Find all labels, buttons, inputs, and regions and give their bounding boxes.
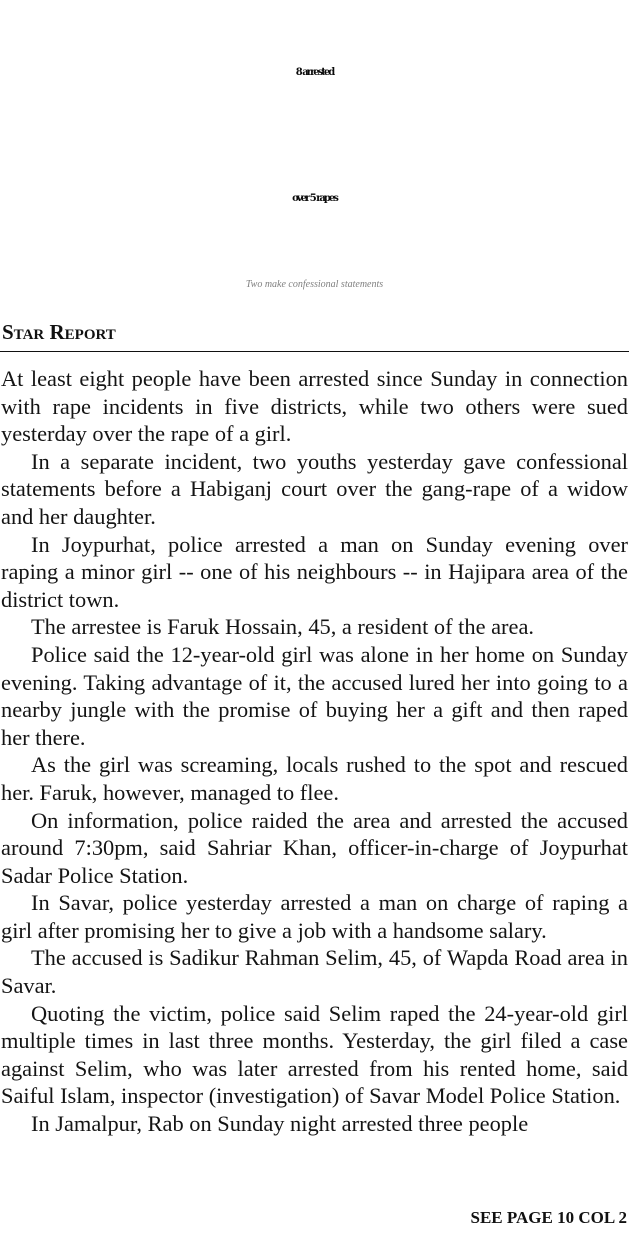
byline-divider <box>0 351 629 352</box>
paragraph-7: On information, police raided the area and arrested the accused around 7:30pm, said Sahriar Khan, officer-in-charge of Joypurhat Sadar Police Station. <box>1 807 628 888</box>
paragraph-1: At least eight people have been arrested since Sunday in connection with rape incidents in five districts, while two others were sued yesterday over the rape of a girl. <box>1 366 628 447</box>
headline-line-1: 8 arrested <box>295 67 334 78</box>
paragraph-10: Quoting the victim, police said Selim raped the 24-year-old girl multiple times in last three months. Yesterday, the girl filed a case against Selim, who was later arrested from his rented home, said Saiful Islam, inspector (investigation) of Savar Model Police Station. <box>1 1000 628 1109</box>
paragraph-2: In a separate incident, two youths yesterday gave confessional statements before a Habiganj court over the gang-rape of a widow and her daughter. <box>1 448 628 529</box>
paragraph-5: Police said the 12-year-old girl was alone in her home on Sunday evening. Taking advantage of it, the accused lured her into going to a nearby jungle with the promise of buying her a gift and then raped her there. <box>1 641 628 750</box>
paragraph-11: In Jamalpur, Rab on Sunday night arrested three people <box>31 1111 529 1137</box>
paragraph-3: In Joypurhat, police arrested a man on Sunday evening over raping a minor girl -- one of his neighbours -- in Hajipara area of the district town. <box>1 531 628 612</box>
subheadline: Two make confessional statements <box>245 279 384 290</box>
headline-line-2: over 5 rapes <box>292 193 337 204</box>
paragraph-4: The arrestee is Faruk Hossain, 45, a resident of the area. <box>31 614 534 640</box>
paragraph-6: As the girl was screaming, locals rushed to the spot and rescued her. Faruk, however, managed to flee. <box>1 752 628 805</box>
paragraph-8: In Savar, police yesterday arrested a man on charge of raping a girl after promising her to give a job with a handsome salary. <box>1 890 628 943</box>
byline: Star Report <box>2 320 116 344</box>
article-body <box>1 365 628 1138</box>
paragraph-9: The accused is Sadikur Rahman Selim, 45, of Wapda Road area in Savar. <box>1 945 628 999</box>
continuation-jump-line: SEE PAGE 10 COL 2 <box>470 1208 627 1227</box>
